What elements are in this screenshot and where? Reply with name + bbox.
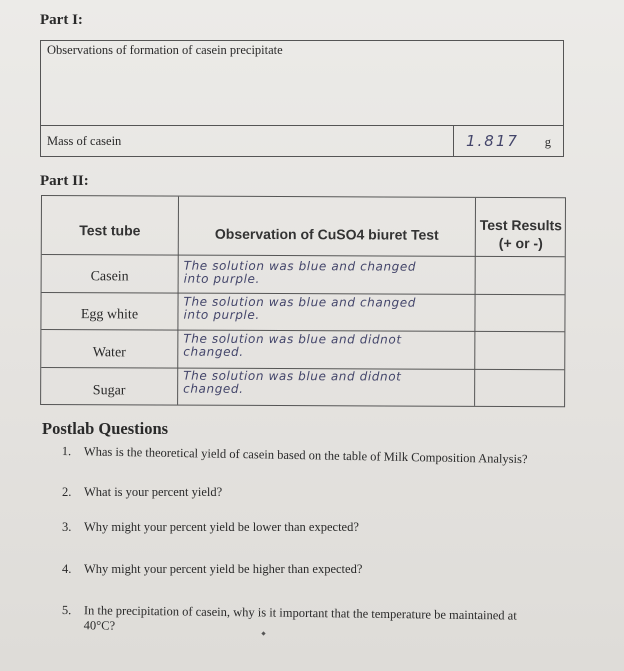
row-sugar-tube: Sugar <box>92 383 126 399</box>
obs-line: The solution was blue and changed <box>183 258 417 274</box>
row-water-tube: Water <box>92 345 126 361</box>
biuret-table <box>40 195 566 407</box>
mass-cell <box>453 126 563 157</box>
obs-line: The solution was blue and didnot <box>183 368 402 384</box>
row-sugar-observation <box>183 370 481 397</box>
question-text-continued: 40°C? <box>83 618 116 633</box>
mass-label: Mass of casein <box>47 134 122 148</box>
mass-unit: g <box>544 135 551 149</box>
obs-line: into purple. <box>183 307 260 322</box>
obs-line: The solution was blue and didnot <box>183 331 402 347</box>
part2-heading: Part II: <box>40 173 89 189</box>
obs-line: into purple. <box>183 271 260 286</box>
question-text: Why might your percent yield be lower than expected? <box>84 520 359 534</box>
obs-line: changed. <box>183 381 244 396</box>
question-1 <box>62 444 528 467</box>
question-text: What is your percent yield? <box>84 485 223 499</box>
question-2 <box>62 485 222 500</box>
header-observation: Observation of CuSO4 biuret Test <box>214 225 439 243</box>
question-number: 5. <box>61 603 72 618</box>
header-results-line2: (+ or -) <box>498 234 543 252</box>
postlab-heading: Postlab Questions <box>42 419 169 438</box>
header-results-line1: Test Results <box>479 216 563 234</box>
row-water-observation <box>183 333 481 360</box>
header-results <box>476 217 566 251</box>
mass-value: 1.817 <box>466 132 519 150</box>
row-egg-white-observation <box>183 296 481 323</box>
part1-heading: Part I: <box>40 12 83 28</box>
obs-line: The solution was blue and changed <box>183 294 417 310</box>
row-casein-tube: Casein <box>90 269 129 285</box>
question-number: 1. <box>61 444 72 459</box>
obs-line: changed. <box>183 344 244 359</box>
question-number: 3. <box>62 520 72 534</box>
observations-label: Observations of formation of casein precipitate <box>47 43 283 57</box>
row-casein-observation <box>184 260 482 287</box>
part1-table <box>40 40 564 157</box>
question-text: Whas is the theoretical yield of casein based on the table of Milk Composition Analysis? <box>83 444 528 467</box>
question-number: 4. <box>62 562 72 576</box>
question-5 <box>62 603 582 639</box>
mass-row <box>41 125 563 157</box>
question-number: 2. <box>62 485 72 499</box>
question-3 <box>62 520 359 535</box>
row-divider <box>42 254 565 257</box>
question-text: Why might your percent yield be higher than expected? <box>84 562 363 576</box>
question-text: In the precipitation of casein, why is it important that the temperature be maintained at <box>83 603 517 623</box>
question-4 <box>62 562 362 577</box>
header-test-tube: Test tube <box>79 222 141 239</box>
row-egg-white-tube: Egg white <box>80 307 139 323</box>
